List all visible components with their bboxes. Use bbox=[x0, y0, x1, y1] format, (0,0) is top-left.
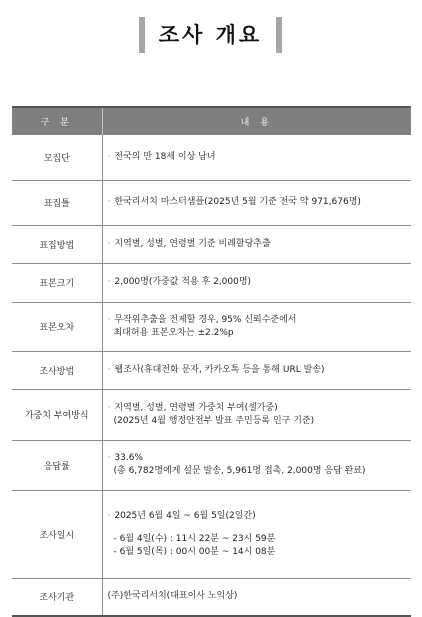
table-row-period bbox=[12, 490, 411, 578]
bullet-icon: · bbox=[107, 402, 111, 413]
row-label-size: 표본크기 bbox=[12, 263, 102, 302]
page-title: 조사 개요 bbox=[158, 23, 263, 47]
row-label-response: 응답률 bbox=[12, 440, 102, 490]
row-content-size bbox=[102, 263, 411, 302]
method-text: 웹조사(휴대전화 문자, 카카오톡 등을 통해 URL 발송) bbox=[114, 364, 325, 375]
row-label-weighting: 가중치 부여방식 bbox=[12, 389, 102, 440]
sampling-text: 지역별, 성별, 연령별 기준 비례할당추출 bbox=[114, 238, 271, 249]
row-label-period: 조사일시 bbox=[12, 490, 102, 578]
table-row-sampling bbox=[12, 225, 411, 263]
table-row-frame bbox=[12, 180, 411, 225]
row-content-error bbox=[102, 302, 411, 351]
bullet-icon: · bbox=[107, 364, 111, 375]
row-label-agency: 조사기관 bbox=[12, 578, 102, 616]
title-bar-right bbox=[276, 17, 282, 53]
weighting-text-line1: 지역별, 성별, 연령별 가중치 부여(셀가중) bbox=[114, 402, 278, 413]
table-row-population bbox=[12, 135, 411, 180]
table-row-error bbox=[12, 302, 411, 351]
period-text-line1: 2025년 6월 4일 ~ 6월 5일(2일간) bbox=[114, 510, 256, 521]
population-text: 전국의 만 18세 이상 남녀 bbox=[114, 151, 216, 162]
row-label-population: 모집단 bbox=[12, 135, 102, 180]
weighting-text-line2: (2025년 4월 행정안전부 발표 주민등록 인구 기준) bbox=[113, 415, 315, 426]
response-text-line2: (총 6,782명에게 설문 발송, 5,961명 접촉, 2,000명 응답 완료) bbox=[113, 466, 366, 476]
table-row-agency bbox=[12, 578, 411, 616]
bullet-icon: · bbox=[107, 453, 111, 463]
table-header-row bbox=[12, 107, 411, 135]
page-title-block bbox=[0, 17, 422, 53]
period-text-line3: - 6월 5일(목) : 00시 00분 ~ 14시 08분 bbox=[113, 546, 276, 557]
frame-text: 한국리서치 마스터샘플(2025년 5월 기준 전국 약 971,676명) bbox=[114, 197, 361, 207]
row-content-agency bbox=[102, 578, 411, 616]
column-header-category: 구 분 bbox=[12, 107, 102, 135]
bullet-icon: · bbox=[107, 151, 111, 162]
error-text-line1: 무작위추출을 전제할 경우, 95% 신뢰수준에서 bbox=[114, 314, 297, 325]
table-row-size bbox=[12, 263, 411, 302]
agency-text: (주)한국리서치(대표이사 노익상) bbox=[107, 591, 238, 602]
period-text-line2: - 6월 4일(수) : 11시 22분 ~ 23시 59분 bbox=[113, 533, 276, 544]
survey-overview-table bbox=[12, 106, 411, 617]
row-label-frame: 표집틀 bbox=[12, 180, 102, 225]
row-content-response bbox=[102, 440, 411, 490]
column-header-content: 내 용 bbox=[102, 107, 411, 135]
row-label-error: 표본오차 bbox=[12, 302, 102, 351]
size-text: 2,000명(가중값 적용 후 2,000명) bbox=[114, 277, 252, 287]
table-row-weighting bbox=[12, 389, 411, 440]
row-content-frame bbox=[102, 180, 411, 225]
bullet-icon: · bbox=[107, 197, 111, 207]
bullet-icon: · bbox=[107, 314, 111, 325]
row-content-weighting bbox=[102, 389, 411, 440]
bullet-icon: · bbox=[107, 277, 111, 287]
bullet-icon: · bbox=[107, 510, 111, 521]
table-row-method bbox=[12, 351, 411, 389]
row-content-period bbox=[102, 490, 411, 578]
table-row-response bbox=[12, 440, 411, 490]
row-label-sampling: 표집방법 bbox=[12, 225, 102, 263]
bullet-icon: · bbox=[107, 238, 111, 249]
row-label-method: 조사방법 bbox=[12, 351, 102, 389]
error-text-line2: 최대허용 표본오차는 ±2.2%p bbox=[113, 327, 234, 338]
row-content-method bbox=[102, 351, 411, 389]
response-text-line1: 33.6% bbox=[114, 453, 143, 463]
row-content-population bbox=[102, 135, 411, 180]
row-content-sampling bbox=[102, 225, 411, 263]
